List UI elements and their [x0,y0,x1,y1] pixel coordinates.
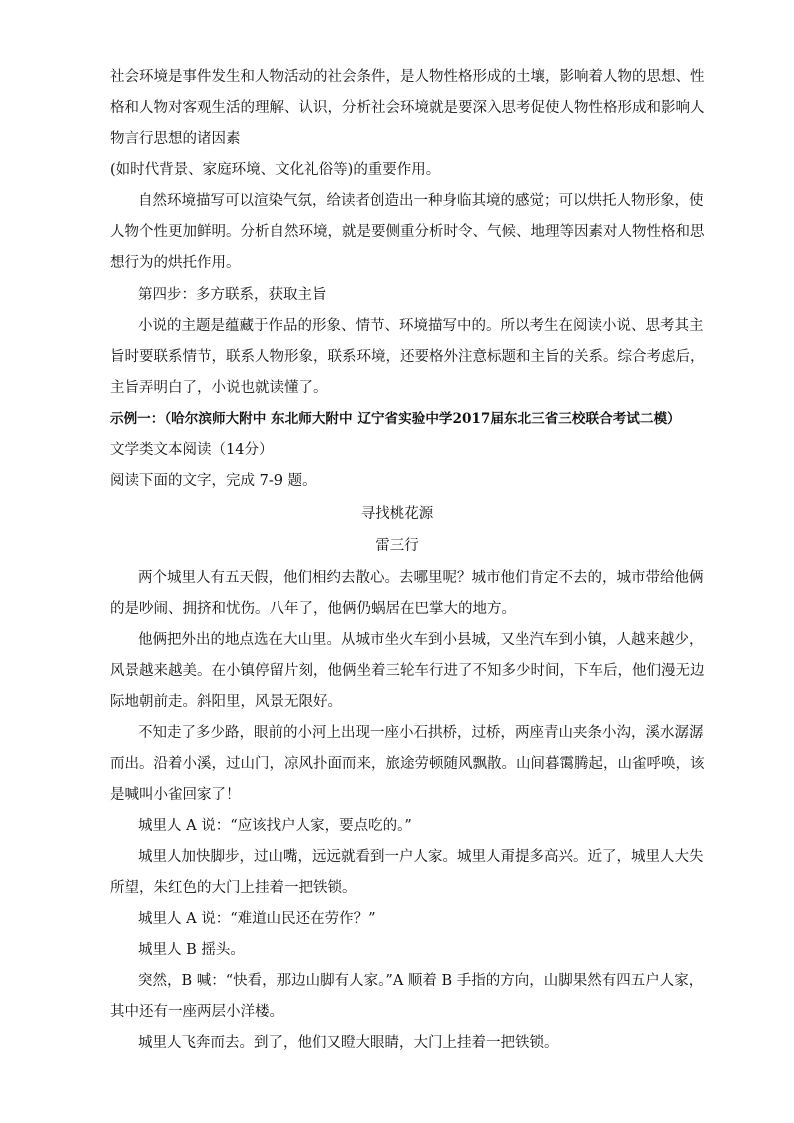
story-line: 两个城里人有五天假，他们相约去散心。去哪里呢？城市他们肯定不去的，城市带给他俩 [138,570,704,586]
story-line: 城里人加快脚步，过山嘴，远远就看到一户人家。城里人甭提多高兴。近了，城里人大失 [138,849,704,865]
text-line: 想行为的烘托作用。 [110,255,241,271]
text-line: 社会环境是事件发生和人物活动的社会条件，是人物性格形成的土壤，影响着人物的思想、性 [110,69,705,85]
instruction [110,466,690,497]
story-line: 他俩把外出的地点选在大山里。从城市坐火车到小县城，又坐汽车到小镇，人越来越少， [138,632,704,648]
text-line: 旨时要联系情节，联系人物形象，联系环境，还要格外注意标题和主旨的关系。综合考虑后， [110,349,705,365]
story-line: 的是吵闹、拥挤和忧伤。八年了，他俩仍蜗居在巴掌大的地方。 [110,601,516,617]
paragraph-theme [110,311,705,404]
story-line: 其中还有一座两层小洋楼。 [110,1004,284,1020]
story-line: 城里人 A 说：“应该找户人家，要点吃的。” [138,818,412,834]
story-line: 城里人飞奔而去。到了，他们又瞪大眼睛，大门上挂着一把铁锁。 [138,1035,559,1051]
text-line: 主旨弄明白了，小说也就读懂了。 [110,380,328,396]
story-line: 而出。沿着小溪，过山门，凉风扑面而来，旅途劳顿随风飘散。山间暮霭腾起，山雀呼唤，该 [110,756,705,772]
text-line: 物言行思想的诸因素 [110,131,241,147]
example-title: 示例一：（哈尔滨师大附中 东北师大附中 辽宁省实验中学2017届东北三省三校联合考试二模） [110,411,681,427]
story-author: 雷三行 [375,538,419,554]
paragraph-social-environment [110,62,705,186]
story-line: 城里人 B 摇头。 [138,942,245,958]
story-title: 寻找桃花源 [360,506,434,522]
section-label-text: 文学类文本阅读（14分） [110,442,274,458]
story-line: 际地朝前走。斜阳里，风景无限好。 [110,694,342,710]
section-label [110,435,690,466]
text-line: 自然环境描写可以渲染气氛，给读者创造出一种身临其境的感觉；可以烘托人物形象，使 [138,193,704,209]
story-line: 不知走了多少路，眼前的小河上出现一座小石拱桥，过桥，两座青山夹条小沟，溪水潺潺 [138,725,704,741]
text-line: (如时代背景、家庭环境、文化礼俗等)的重要作用。 [110,162,441,178]
story-line: 突然，B 喊：“快看，那边山脚有人家。”A 顺着 B 手指的方向，山脚果然有四五户人家， [138,973,704,989]
story-line: 风景越来越美。在小镇停留片刻，他俩坐着三轮车行进了不知多少时间，下车后，他们漫无边 [110,663,705,679]
step4-heading [110,280,690,311]
text-line: 小说的主题是蕴藏于作品的形象、情节、环境描写中的。所以考生在阅读小说、思考其主 [138,318,704,334]
paragraph-natural-environment [110,186,705,279]
text-line: 格和人物对客观生活的理解、认识，分析社会环境就是要深入思考促使人物性格形成和影响人 [110,100,705,116]
heading-text: 第四步：多方联系，获取主旨 [138,287,327,303]
story-line: 所望，朱红色的大门上挂着一把铁锁。 [110,880,357,896]
story-body [110,563,705,1059]
story-line: 城里人 A 说：“难道山民还在劳作？” [138,911,376,927]
text-line: 人物个性更加鲜明。分析自然环境，就是要侧重分析时令、气候、地理等因素对人物性格和思 [110,224,705,240]
example-heading [110,404,690,435]
instruction-text: 阅读下面的文字，完成 7-9 题。 [110,473,317,489]
story-line: 是喊叫小雀回家了！ [110,787,241,803]
